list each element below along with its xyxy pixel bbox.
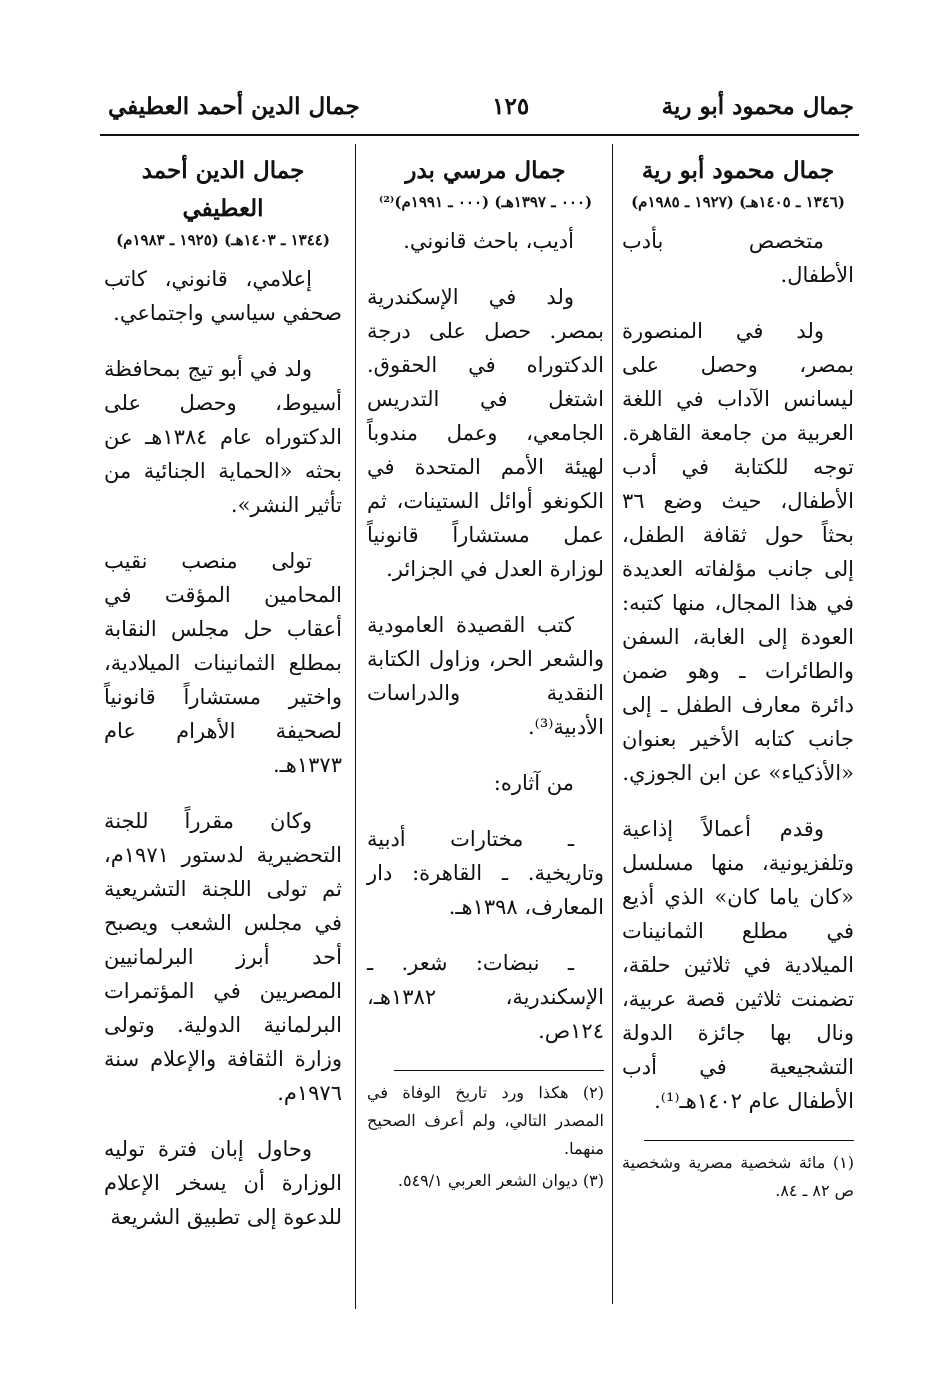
- entry-paragraph: وقدم أعمالاً إذاعية وتلفزيونية، منها مسلسل «كان ياما كان» الذي أذيع في مطلع الثمانينات الميلادية في ثلاثين حلقة، تضمنت ثلاثين قصة عربية، ونال بها جائزة الدولة التشجيعية في أدب الأطفال عام ١٤٠٢هـ⁽¹⁾.: [622, 817, 854, 1113]
- entry-paragraph: وحاول إبان فترة توليه الوزارة أن يسخر الإعلام للدعوة إلى تطبيق الشريعة: [104, 1137, 342, 1229]
- footnote-rule: [394, 1070, 604, 1071]
- works-heading: من آثاره:: [493, 771, 574, 795]
- entry-paragraph: كتب القصيدة العامودية والشعر الحر، وزاول الكتابة النقدية والدراسات الأدبية⁽³⁾.: [367, 613, 604, 739]
- header-rule: [100, 134, 859, 136]
- header-right-name: جمال محمود أبو رية: [661, 92, 854, 120]
- footnote: (٢) هكذا ورد تاريخ الوفاة في المصدر التالي، ولم أعرف الصحيح منهما.: [367, 1083, 604, 1158]
- entry-paragraph: تولى منصب نقيب المحامين المؤقت في أعقاب حل مجلس النقابة بمطلع الثمانينات الميلادية، واختير مستشاراً قانونياً لصحيفة الأهرام عام ١٣٧٣هـ.: [104, 549, 342, 777]
- entry-dates: (١٣٤٤ ـ ١٤٠٣هـ) (١٩٢٥ ـ ١٩٨٣م): [116, 231, 330, 249]
- entry-title: جمال الدين أحمد العطيفي: [141, 157, 305, 222]
- column-divider: [355, 144, 356, 1309]
- entry-title: جمال مرسي بدر: [405, 157, 566, 184]
- column-divider: [612, 144, 613, 1304]
- footnote-rule: [644, 1140, 854, 1141]
- entry-paragraph: متخصص بأدب الأطفال.: [622, 229, 854, 287]
- running-header: [108, 86, 854, 126]
- entry-paragraph: وكان مقرراً للجنة التحضيرية لدستور ١٩٧١م، ثم تولى اللجنة التشريعية في مجلس الشعب ويصبح أحد أبرز البرلمانيين المصريين في المؤتمرات البرلمانية الدولية. وتولى وزارة الثقافة والإعلام سنة ١٩٧٦م.: [104, 809, 342, 1105]
- entry-paragraph: ولد في المنصورة بمصر، وحصل على ليسانس الآداب في اللغة العربية من جامعة القاهرة. توجه للكتابة في أدب الأطفال، حيث وضع ٣٦ بحثاً حول ثقافة الطفل، إلى جانب مؤلفاته العديدة في هذا المجال، منها كتبه: العودة إلى الغابة، السفن والطائرات ـ وهو ضمن دائرة معارف الطفل ـ إلى جانب كتابه الأخير بعنوان «الأذكياء» عن ابن الجوزي.: [622, 319, 854, 785]
- header-left-name: جمال الدين أحمد العطيفي: [108, 92, 360, 120]
- entry-column-badr: [367, 148, 604, 1308]
- entry-paragraph: ولد في الإسكندرية بمصر. حصل على درجة الدكتوراه في الحقوق. اشتغل في التدريس الجامعي، وعمل مندوباً لهيئة الأمم المتحدة في الكونغو أوائل الستينات، ثم عمل مستشاراً قانونياً لوزارة العدل في الجزائر.: [367, 285, 604, 581]
- entry-paragraph: أديب، باحث قانوني.: [403, 229, 574, 253]
- works-item: ـ مختارات أدبية وتاريخية. ـ القاهرة: دار المعارف، ١٣٩٨هـ.: [367, 827, 604, 919]
- works-item: ـ نبضات: شعر. ـ الإسكندرية، ١٣٨٢هـ، ١٢٤ص.: [367, 951, 604, 1043]
- entry-paragraph: ولد في أبو تيج بمحافظة أسيوط، وحصل على الدكتوراه عام ١٣٨٤هـ عن بحثه «الحماية الجنائية من تأثير النشر».: [104, 357, 343, 517]
- footnote: (٣) ديوان الشعر العربي ٥٤٩/١.: [397, 1171, 604, 1190]
- entry-paragraph: إعلامي، قانوني، كاتب صحفي سياسي واجتماعي.: [104, 267, 342, 325]
- entry-title: جمال محمود أبو رية: [641, 157, 835, 184]
- page-number: ١٢٥: [492, 92, 530, 120]
- entry-dates: (٠٠٠ ـ ١٣٩٧هـ) (٠٠٠ ـ ١٩٩١م)⁽²⁾: [378, 193, 593, 211]
- footnote: (١) مائة شخصية مصرية وشخصية ص ٨٢ ـ ٨٤.: [622, 1153, 854, 1200]
- entry-dates: (١٣٤٦ ـ ١٤٠٥هـ) (١٩٢٧ ـ ١٩٨٥م): [631, 193, 845, 211]
- entry-column-abu-rayya: [622, 148, 854, 1308]
- entry-column-otaifi: [104, 148, 342, 1308]
